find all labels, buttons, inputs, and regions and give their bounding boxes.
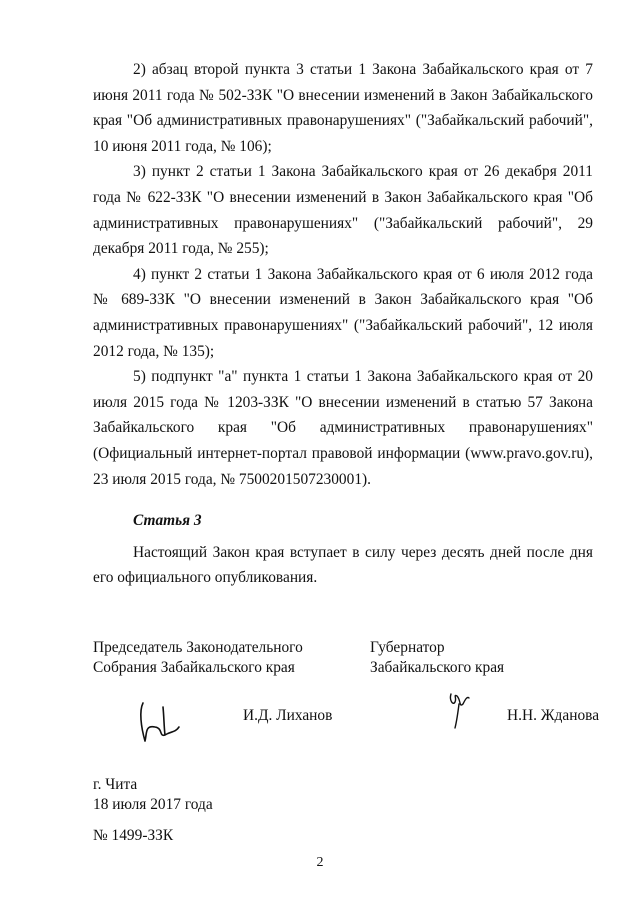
- governor-title-line-2: Забайкальского края: [370, 659, 505, 676]
- list-item: 5) подпункт "а" пункта 1 статьи 1 Закона Забайкальского края от 20 июля 2015 года № 1203-ЗЗК "О внесении изменений в статью 57 Закона Забайкальского края "Об административных правонарушениях" (Официальный интернет-портал правовой информации (www.pravo.gov.ru), 23 июля 2015 года, № 7500201507230001).: [93, 368, 593, 488]
- chairman-title: [93, 638, 303, 678]
- signing-date: 18 июля 2017 года: [93, 796, 213, 813]
- list-item: 3) пункт 2 статьи 1 Закона Забайкальского края от 26 декабря 2011 года № 622-ЗЗК "О внесении изменений в Закон Забайкальского края "Об административных правонарушениях" ("Забайкальский рабочий", 29 декабря 2011 года, № 255);: [93, 163, 593, 258]
- governor-name: Н.Н. Жданова: [507, 707, 600, 724]
- chairman-title-line-1: Председатель Законодательного: [93, 639, 303, 656]
- list-item: 4) пункт 2 статьи 1 Закона Забайкальского края от 6 июля 2012 года № 689-ЗЗК "О внесении изменений в Закон Забайкальского края "Об административных правонарушениях" ("Забайкальский рабочий", 12 июля 2012 года, № 135);: [93, 265, 593, 360]
- governor-title: [370, 638, 504, 678]
- document-body: [93, 57, 593, 591]
- article-text: Настоящий Закон края вступает в силу через десять дней после дня его официального опубликования.: [93, 543, 593, 587]
- chairman-title-line-2: Собрания Забайкальского края: [93, 659, 295, 676]
- page-number: 2: [316, 855, 324, 870]
- governor-title-line-1: Губернатор: [370, 639, 445, 656]
- city-date-block: [93, 775, 213, 815]
- article-heading: Статья 3: [133, 512, 202, 530]
- city: г. Чита: [93, 776, 138, 793]
- governor-signature-icon: [443, 690, 473, 730]
- law-number: № 1499-ЗЗК: [93, 827, 174, 844]
- chairman-name: И.Д. Лиханов: [243, 707, 333, 724]
- list-item: 2) абзац второй пункта 3 статьи 1 Закона Забайкальского края от 7 июня 2011 года № 502-ЗЗК "О внесении изменений в Закон Забайкальского края "Об административных правонарушениях" ("Забайкальский рабочий", 10 июня 2011 года, № 106);: [93, 61, 593, 155]
- chairman-signature-icon: [133, 697, 185, 745]
